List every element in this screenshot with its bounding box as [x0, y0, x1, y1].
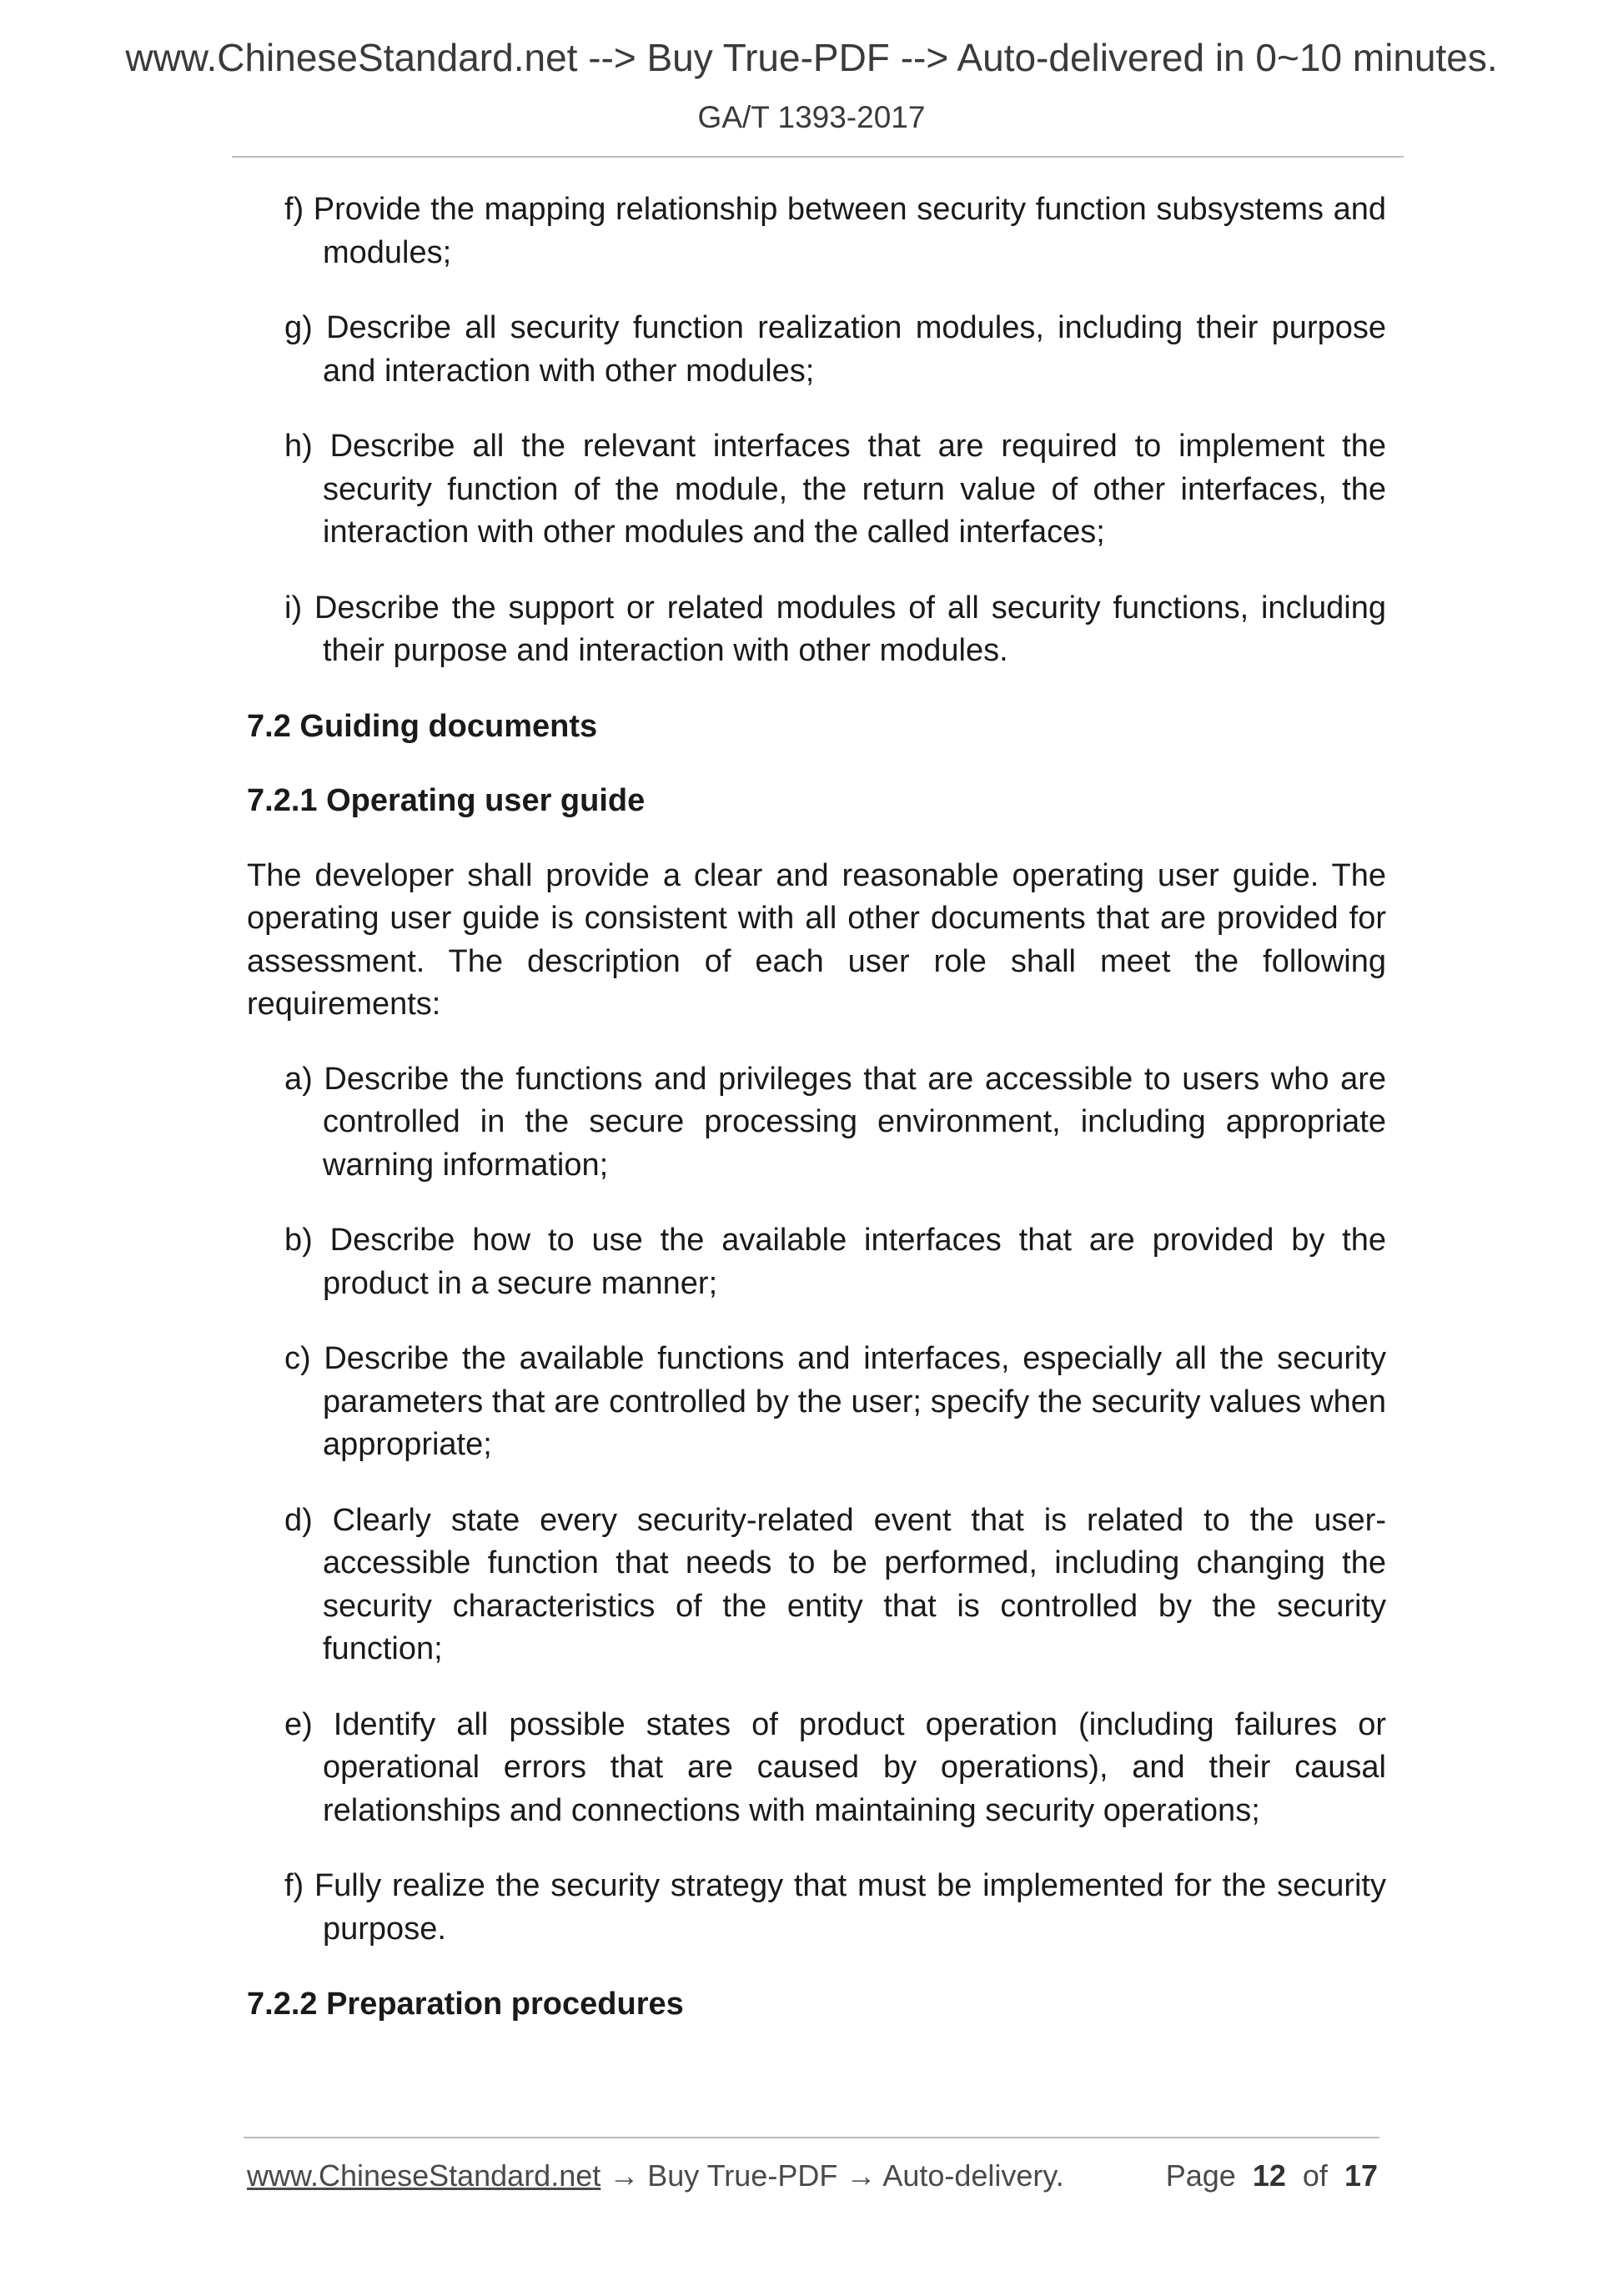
page-total: 17	[1344, 2158, 1378, 2193]
header-banner: www.ChineseStandard.net --> Buy True-PDF --> Auto-delivered in 0~10 minutes.	[125, 36, 1498, 79]
list-item-g: g) Describe all security function realization modules, including their purpose and interaction with other modules;	[284, 310, 1386, 389]
list-item-h: h) Describe all the relevant interfaces that are required to implement the security function of the module, the return value of other interfaces, the interaction with other modules and the called interfaces;	[284, 429, 1386, 550]
footer-left	[247, 2158, 1064, 2193]
section-heading-7-2-2: 7.2.2 Preparation procedures	[247, 1987, 684, 2022]
page-of: of	[1302, 2158, 1328, 2193]
list-item-a: a) Describe the functions and privileges that are accessible to users who are controlled in the secure processing environment, including appropriate warning information;	[284, 1061, 1386, 1183]
list-item-f: f) Provide the mapping relationship between security function subsystems and modules;	[284, 192, 1386, 270]
intro-paragraph: The developer shall provide a clear and reasonable operating user guide. The operating user guide is consistent with all other documents that are provided for assessment. The description of each user role shall meet the following requirements:	[247, 857, 1386, 1022]
list-item-e: e) Identify all possible states of product operation (including failures or operational errors that are caused by operations), and their causal relationships and connections with maintaining security operations;	[284, 1706, 1386, 1828]
footer-divider	[244, 2137, 1379, 2138]
page-label: Page	[1165, 2158, 1236, 2193]
footer-link[interactable]: www.ChineseStandard.net	[247, 2158, 601, 2193]
section-heading-7-2-1: 7.2.1 Operating user guide	[247, 783, 646, 818]
list-item-b: b) Describe how to use the available interfaces that are provided by the product in a secure manner;	[284, 1223, 1386, 1301]
list-item-d: d) Clearly state every security-related event that is related to the user-accessible function that needs to be performed, including changing the security characteristics of the entity that is controlled by the security function;	[284, 1502, 1386, 1666]
document-body	[247, 188, 1386, 2058]
header-divider	[232, 156, 1404, 158]
page-current: 12	[1252, 2158, 1286, 2193]
footer-text: → Buy True-PDF → Auto-delivery.	[600, 2158, 1064, 2193]
list-item-i: i) Describe the support or related modules of all security functions, including their purpose and interaction with other modules.	[284, 590, 1386, 668]
section-heading-7-2: 7.2 Guiding documents	[247, 708, 598, 744]
list-item-f2: f) Fully realize the security strategy that must be implemented for the security purpose.	[284, 1868, 1386, 1947]
page-indicator	[1166, 2158, 1378, 2193]
list-item-c: c) Describe the available functions and interfaces, especially all the security parameters that are controlled by the user; specify the security values when appropriate;	[284, 1341, 1386, 1462]
document-number: GA/T 1393-2017	[697, 100, 926, 134]
page-footer	[247, 2158, 1383, 2200]
